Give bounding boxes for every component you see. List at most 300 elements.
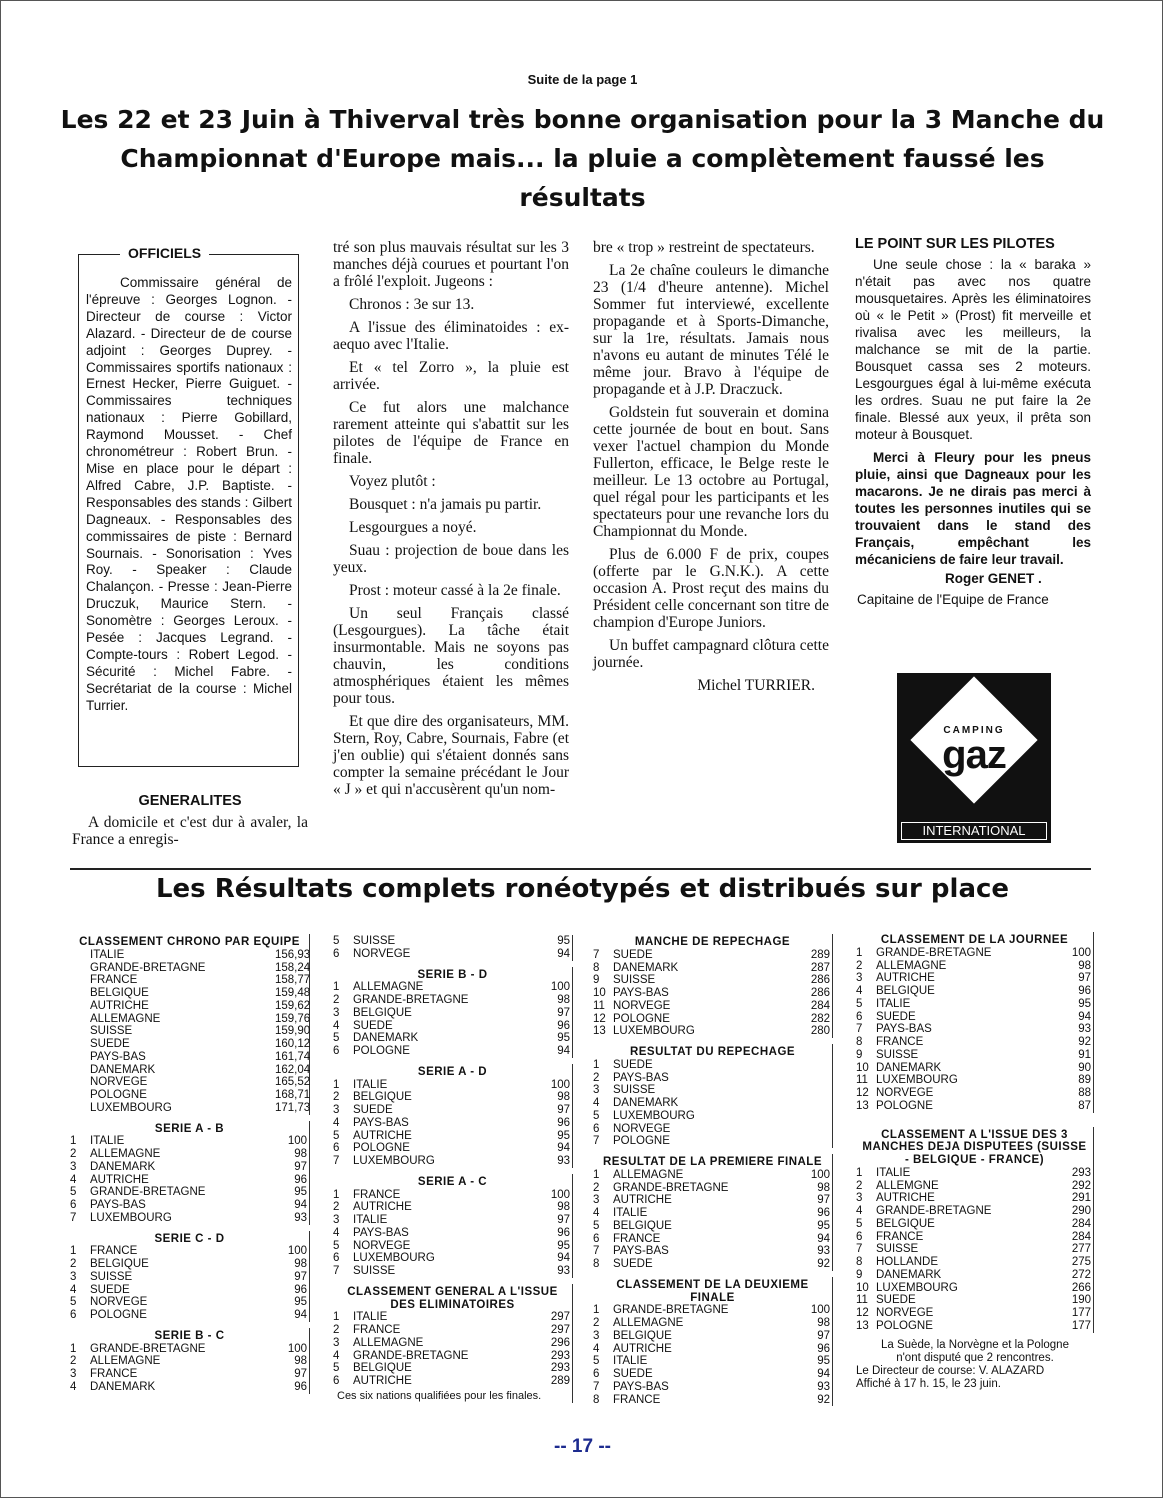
row-score: 272 [1071,1268,1091,1281]
col2-paragraph: Un seul Français classé (Lesgourgues). La tâche était insurmontable. Mais ne soyons pas chauvin, les conditions atmosphériques étaient les mêmes pour tous. [333,605,569,707]
row-rank: 2 [333,994,340,1007]
table-row [593,1025,832,1038]
row-score: 95 [294,1296,307,1309]
row-country: AUTRICHE [613,1194,672,1207]
table-row [856,1205,1093,1218]
row-rank: 5 [593,1355,600,1368]
row-score: 158,24 [275,961,311,974]
row-score: 293 [550,1362,570,1375]
row-country: NORVEGE [353,947,411,960]
row-rank: 7 [856,1023,863,1036]
results-column-4 [856,932,1094,1391]
table-row [70,1296,309,1309]
row-country: ALLEMAGNE [90,1355,161,1368]
row-country: ALLEMGNE [876,1179,939,1192]
pilotes-title: LE POINT SUR LES PILOTES [855,236,1055,252]
row-score: 297 [550,1324,570,1337]
row-score: 284 [810,999,830,1012]
row-country: PAYS-BAS [613,1380,669,1393]
row-rank: 1 [593,1304,600,1317]
results-column-2 [333,935,573,1409]
table-row [593,1084,832,1097]
row-score: 100 [287,1342,307,1355]
row-score: 95 [294,1186,307,1199]
row-country: POLOGNE [90,1309,147,1322]
row-rank: 3 [70,1368,77,1381]
row-rank: 6 [333,1375,340,1388]
row-rank: 4 [593,1207,600,1220]
row-rank: 13 [856,1319,869,1332]
table-row [333,1104,572,1117]
row-rank: 4 [70,1173,77,1186]
row-rank: 3 [333,1214,340,1227]
table-row [593,1123,832,1136]
row-rank [70,987,90,1000]
table-row [856,1087,1093,1100]
row-score: 100 [550,981,570,994]
table-row [856,1036,1093,1049]
table-title: SERIE A - D [417,1065,488,1078]
row-country: ITALIE [353,1311,388,1324]
row-rank: 2 [593,1181,600,1194]
table-row [333,1155,572,1168]
table-row [856,1256,1093,1269]
row-score: 100 [810,1304,830,1317]
table-row [70,1245,309,1258]
table-row [856,972,1093,985]
table-title: CLASSEMENT DE LA DEUXIEME FINALE [616,1278,809,1304]
row-score: 159,90 [275,1025,311,1038]
row-score: 96 [294,1283,307,1296]
table-row [593,1059,832,1072]
row-score: 93 [557,1155,570,1168]
table-row [333,1079,572,1092]
page-number: -- 17 -- [554,1436,611,1457]
row-country: FRANCE [353,1324,401,1337]
col2-paragraph: Prost : moteur cassé à la 2e finale. [349,582,561,599]
table-row [856,1074,1093,1087]
row-country: POLOGNE [613,1135,670,1148]
row-rank [70,1076,90,1089]
row-country: ALLEMAGNE [353,981,424,994]
row-country: DANEMARK [90,1380,156,1393]
table-row [856,1192,1093,1205]
row-score: 97 [294,1270,307,1283]
row-score: 89 [1078,1074,1091,1087]
table-row [333,1350,572,1363]
row-country: FRANCE [876,1036,924,1049]
table-serie-c-d [70,1231,310,1322]
row-rank: 3 [333,1336,340,1349]
table-note: Ces six nations qualifiées pour les finales. [337,1389,542,1402]
col3-signature: Michel TURRIER. [697,677,815,694]
row-rank: 1 [333,981,340,994]
table-title: CLASSEMENT CHRONO PAR EQUIPE [79,936,300,948]
row-country: AUTRICHE [353,1129,412,1142]
row-country: DANEMARK [613,1097,679,1110]
row-country: PAYS-BAS [90,1050,146,1063]
row-score: 96 [557,1226,570,1239]
row-rank: 6 [70,1309,77,1322]
row-rank: 7 [856,1243,863,1256]
row-score: 296 [550,1336,570,1349]
table-row [70,1000,309,1013]
row-rank: 8 [593,961,600,974]
table-row [856,960,1093,973]
row-score: 291 [1071,1192,1091,1205]
table-row [856,1100,1093,1113]
row-country: ALLEMAGNE [90,1012,161,1025]
row-rank: 2 [593,1071,600,1084]
table-manche-repechage [593,934,833,1038]
row-score: 93 [1078,1023,1091,1036]
row-score: 100 [287,1135,307,1148]
row-country: AUTRICHE [353,1201,412,1214]
row-rank: 4 [856,1205,863,1218]
row-country: SUEDE [353,1104,393,1117]
row-score [798,1110,832,1123]
row-rank: 6 [593,1368,600,1381]
col2-paragraph: Et « tel Zorro », la pluie est arrivée. [333,359,569,393]
row-score: 287 [810,961,830,974]
row-country: FRANCE [876,1230,924,1243]
row-country: PAYS-BAS [353,1226,409,1239]
pilotes-signature: Roger GENET . [945,571,1042,586]
table-row [593,1169,832,1182]
row-rank: 13 [593,1025,606,1038]
table-row [856,1023,1093,1036]
table-classement-3-manches [856,1127,1094,1333]
footnote-line: n'ont disputé que 2 rencontres. [896,1351,1054,1364]
table-row [593,949,832,962]
row-score: 96 [557,1019,570,1032]
row-score: 87 [1078,1099,1091,1112]
row-country: ITALIE [876,997,911,1010]
results-footnote [856,1339,1094,1391]
table-row [856,1180,1093,1193]
table-row [70,1089,309,1102]
row-country: ITALIE [876,1166,911,1179]
row-score: 97 [557,1006,570,1019]
row-country: LUXEMBOURG [876,1281,958,1294]
row-score: 97 [817,1194,830,1207]
row-rank [70,1025,90,1038]
table-row [856,1062,1093,1075]
row-rank: 6 [70,1199,77,1212]
row-rank: 10 [856,1281,869,1294]
row-rank [70,1089,90,1102]
row-score: 277 [1071,1243,1091,1256]
row-rank: 2 [70,1258,77,1271]
table-row [593,1207,832,1220]
row-score: 98 [294,1148,307,1161]
col3-paragraph: Un buffet campagnard clôtura cette journée. [593,637,829,671]
row-rank: 1 [333,1078,340,1091]
row-country: ITALIE [90,948,125,961]
row-country: GRANDE-BRETAGNE [353,1349,469,1362]
row-score: 100 [550,1078,570,1091]
row-rank: 2 [70,1148,77,1161]
row-country: GRANDE-BRETAGNE [90,1186,206,1199]
col2-paragraph: Suau : projection de boue dans les yeux. [333,542,569,576]
row-country: SUISSE [353,1265,396,1278]
col3-paragraph: La 2e chaîne couleurs le dimanche 23 (1/4 d'heure antenne). Michel Sommer fut interviewé, excellente propagande et à Sports-Dimanche, sur la 1re, résultats. Jamais nous n'avons eu autant de minutes Télé le même jour. Bravo à l'équipe de propagande et à J.P. Draczuck. [593,262,829,398]
table-row [333,948,572,961]
row-country: ITALIE [613,1207,648,1220]
row-score: 158,77 [275,974,311,987]
row-country: GRANDE-BRETAGNE [613,1304,729,1317]
row-score: 93 [557,1265,570,1278]
col2-paragraph: tré son plus mauvais résultat sur les 3 manches déjà courues et pourtant l'on a frôlé l'exploit. Jugeons : [333,239,569,290]
row-country: LUXEMBOURG [613,1025,695,1038]
row-rank: 3 [333,1104,340,1117]
row-rank: 4 [333,1019,340,1032]
section-divider [70,868,1091,870]
table-title: MANCHE DE REPECHAGE [634,936,791,948]
row-score: 94 [1078,1010,1091,1023]
table-row [593,1343,832,1356]
table-row [70,962,309,975]
row-score: 97 [817,1329,830,1342]
generalites-title: GENERALITES [138,793,242,809]
row-rank: 2 [333,1091,340,1104]
row-score: 98 [817,1181,830,1194]
row-rank: 2 [70,1355,77,1368]
row-rank: 2 [333,1201,340,1214]
table-title: CLASSEMENT DE LA JOURNEE [880,934,1069,946]
row-country: ALLEMAGNE [353,1336,424,1349]
table-resultat-repechage [593,1044,833,1148]
row-rank: 4 [333,1116,340,1129]
row-country: SUISSE [90,1270,133,1283]
row-rank: 6 [856,1010,863,1023]
row-rank [70,1000,90,1013]
row-rank: 4 [333,1226,340,1239]
row-country: SUISSE [90,1025,133,1038]
table-row [333,1117,572,1130]
row-country: AUTRICHE [876,972,935,985]
table-row [593,1330,832,1343]
row-score: 275 [1071,1256,1091,1269]
row-rank: 11 [593,999,605,1012]
logo-gaz-text: gaz [942,733,1006,777]
row-rank: 4 [856,985,863,998]
row-score: 289 [550,1375,570,1388]
row-score: 293 [1071,1166,1091,1179]
row-country: SUEDE [90,1283,130,1296]
row-rank [70,1064,90,1077]
row-country: AUTRICHE [613,1342,672,1355]
row-score: 98 [557,1091,570,1104]
table-serie-a-d [333,1064,573,1168]
results-column-3 [593,934,833,1412]
table-classement-journee [856,932,1094,1113]
row-rank: 10 [593,987,606,1000]
row-score: 177 [1071,1307,1091,1320]
table-row [856,1231,1093,1244]
row-score: 98 [557,1201,570,1214]
table-row [856,1243,1093,1256]
row-rank [70,1102,90,1115]
row-country: SUEDE [613,1368,653,1381]
table-row [333,1252,572,1265]
table-title: CLASSEMENT A L'ISSUE DES 3 MANCHES DEJA DISPUTEES (SUISSE - BELGIQUE - FRANCE) [862,1128,1087,1167]
row-score: 94 [557,1252,570,1265]
table-row [333,1311,572,1324]
results-title: Les Résultats complets ronéotypés et distribués sur place [155,874,1010,904]
table-row [856,1011,1093,1024]
row-score: 98 [294,1258,307,1271]
row-country: POLOGNE [353,1045,410,1058]
article-column-2 [333,239,569,804]
row-rank: 12 [856,1307,869,1320]
row-score: 96 [294,1173,307,1186]
table-row [70,1161,309,1174]
table-row [70,1212,309,1225]
row-score [798,1135,832,1148]
row-country: ITALIE [353,1214,388,1227]
row-country: GRANDE-BRETAGNE [876,1205,992,1218]
col3-paragraph: Plus de 6.000 F de prix, coupes (offerte par le G.N.K.). A cette occasion A. Prost reçut des mains du Président celle concernant son titre de champion d'Europe Juniors. [593,546,829,631]
row-score: 168,71 [275,1089,311,1102]
row-country: BELGIQUE [90,987,149,1000]
table-row [333,1189,572,1202]
row-score: 162,04 [275,1063,311,1076]
table-row [856,947,1093,960]
row-country: POLOGNE [90,1089,147,1102]
table-row [593,1097,832,1110]
row-score: 282 [810,1012,830,1025]
row-score: 177 [1071,1319,1091,1332]
row-score: 95 [557,1129,570,1142]
row-score: 286 [810,987,830,1000]
row-rank: 12 [593,1012,606,1025]
table-row [70,1271,309,1284]
table-row [856,1218,1093,1231]
row-rank: 4 [593,1097,600,1110]
table-row [856,1320,1093,1333]
row-country: DANEMARK [90,1063,156,1076]
table-row [333,1227,572,1240]
row-rank: 2 [856,959,863,972]
table-row [333,1214,572,1227]
row-score: 95 [817,1355,830,1368]
table-row [593,1394,832,1407]
col2-paragraph: Chronos : 3e sur 13. [349,296,475,313]
row-country: DANEMARK [353,1032,419,1045]
row-rank [70,1038,90,1051]
row-rank: 1 [333,1188,340,1201]
row-score: 94 [294,1199,307,1212]
table-row [593,1194,832,1207]
row-rank: 8 [593,1393,600,1406]
table-row [856,1294,1093,1307]
row-country: SUEDE [613,1058,653,1071]
row-score: 292 [1071,1179,1091,1192]
row-rank: 5 [70,1296,77,1309]
pilotes-paragraph-1: Une seule chose : la « baraka » n'était pas avec nos quatre mousquetaires. Après les éliminatoires où « le Petit » (Prost) fit merveille et rivalisa avec les meilleurs, la malchance se mit de la partie. Bousquet cassa ses 2 moteurs. Lesgourgues égal à lui-même exécuta les ordres. Suau ne put faire la 2e finale. Blessé aux yeux, il prêta son moteur à Bousquet. [855,257,1091,442]
table-row [593,1220,832,1233]
row-country: FRANCE [613,1232,661,1245]
row-score: 284 [1071,1230,1091,1243]
table-row [333,1091,572,1104]
row-rank: 5 [70,1186,77,1199]
row-rank: 13 [856,1099,869,1112]
table-row [333,1032,572,1045]
row-rank: 2 [856,1179,863,1192]
row-country: NORVEGE [90,1076,148,1089]
row-rank: 7 [593,1135,600,1148]
row-rank: 11 [856,1074,868,1087]
table-row [593,987,832,1000]
table-row [856,1269,1093,1282]
row-rank: 1 [593,1058,600,1071]
table-row [70,1381,309,1394]
table-row [333,1240,572,1253]
row-score: 94 [817,1368,830,1381]
row-rank: 3 [333,1006,340,1019]
table-row [333,935,572,948]
table-serie-b-c [70,1328,310,1394]
table-row [333,1007,572,1020]
row-rank: 11 [856,1294,868,1307]
row-rank: 3 [70,1270,77,1283]
row-score [798,1123,832,1136]
row-country: ALLEMAGNE [876,959,947,972]
row-rank: 6 [593,1232,600,1245]
row-country: SUEDE [876,1010,916,1023]
table-row [70,1199,309,1212]
table-serie-a-b [70,1121,310,1225]
row-country: BELGIQUE [353,1362,412,1375]
row-score: 92 [817,1393,830,1406]
row-score: 290 [1071,1205,1091,1218]
table-row [593,1013,832,1026]
table-classement-chrono [70,934,310,1115]
row-rank: 9 [593,974,600,987]
row-country: AUTRICHE [90,1173,149,1186]
table-title: SERIE A - B [154,1122,225,1135]
row-country: BELGIQUE [613,1329,672,1342]
table-row [70,987,309,1000]
row-rank: 7 [593,1245,600,1258]
table-row [333,994,572,1007]
row-country: PAYS-BAS [613,987,669,1000]
row-rank: 7 [70,1211,77,1224]
row-rank: 7 [593,948,600,961]
table-row [70,974,309,987]
row-country: AUTRICHE [876,1192,935,1205]
camping-gaz-logo [897,673,1051,843]
row-score: 293 [550,1349,570,1362]
row-country: FRANCE [90,1368,138,1381]
row-rank [70,949,90,962]
row-score: 100 [550,1188,570,1201]
row-score: 297 [550,1311,570,1324]
table-title: SERIE B - D [417,968,488,981]
col3-paragraph: Goldstein fut souverain et domina cette journée de bout en bout. Sans vexer l'actuel champion du Monde Fullerton, efficace, le Belge reste le meilleur. Le 13 octobre au Portugal, quel régal pour les participants et les spectateurs pour une revanche lors du Championnat du Monde. [593,404,829,540]
col3-paragraph: bre « trop » restreint de spectateurs. [593,239,815,256]
table-row [70,1135,309,1148]
row-country: SUISSE [876,1243,919,1256]
row-country: ALLEMAGNE [90,1148,161,1161]
row-score: 289 [810,948,830,961]
row-rank: 2 [333,1324,340,1337]
row-country: HOLLANDE [876,1256,938,1269]
row-country: SUISSE [876,1048,919,1061]
row-country: NORVEGE [613,1122,671,1135]
row-score: 100 [1071,946,1091,959]
